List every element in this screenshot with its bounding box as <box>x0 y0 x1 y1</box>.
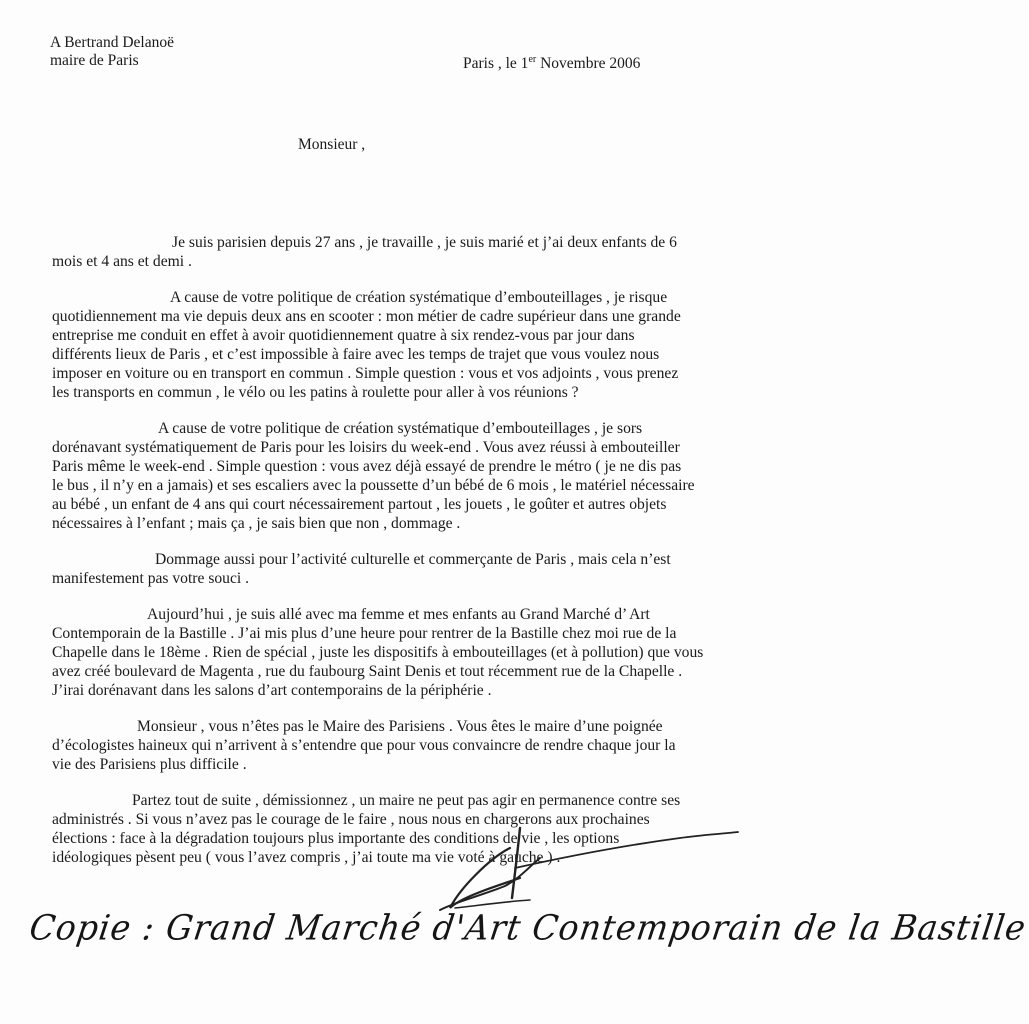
letter-line: Aujourd’hui , je suis allé avec ma femme et mes enfants au Grand Marché d’ Art <box>147 606 650 623</box>
letter-line: différents lieux de Paris , et c’est impossible à faire avec les temps de trajet que vous voulez nous <box>52 346 660 363</box>
letter-line: mois et 4 ans et demi . <box>52 253 192 270</box>
handwritten-copy-text: Copie : Grand Marché d'Art Contemporain de la Bastille <box>27 907 1029 948</box>
recipient-name: A Bertrand Delanoë <box>50 34 174 51</box>
letter-line: d’écologistes haineux qui n’arrivent à s’entendre que pour vous convaincre de rendre chaque jour la <box>52 737 676 754</box>
letter-line: les transports en commun , le vélo ou les patins à roulette pour aller à vos réunions ? <box>52 384 579 401</box>
letter-line: Partez tout de suite , démissionnez , un maire ne peut pas agir en permanence contre ses <box>132 792 681 809</box>
letter-line: dorénavant systématiquement de Paris pour les loisirs du week-end . Vous avez réussi à embouteiller <box>52 439 680 456</box>
letter-line: administrés . Si vous n’avez pas le courage de le faire , nous nous en chargerons aux prochaines <box>52 811 650 828</box>
letter-line: manifestement pas votre souci . <box>52 570 250 587</box>
letter-line: avez créé boulevard de Magenta , rue du faubourg Saint Denis et tout récemment rue de la Chapelle . <box>52 663 683 680</box>
recipient-title: maire de Paris <box>50 52 139 69</box>
letter-line: imposer en voiture ou en transport en commun . Simple question : vous et vos adjoints , vous prenez <box>52 365 679 382</box>
letter-line: Paris même le week-end . Simple question : vous avez déjà essayé de prendre le métro ( je ne dis pas <box>52 458 682 475</box>
letter-line: entreprise me conduit en effet à avoir quotidiennement quatre à six rendez-vous par jour dans <box>52 327 635 344</box>
date-prefix: Paris , le 1 <box>463 55 529 72</box>
letter-line: J’irai dorénavant dans les salons d’art contemporains de la périphérie . <box>52 682 492 699</box>
handwritten-copy-note <box>0 900 1029 970</box>
letter-line: Chapelle dans le 18ème . Rien de spécial , juste les dispositifs à embouteillages (et à pollution) que vous <box>52 644 704 661</box>
letter-line: idéologiques pèsent peu ( vous l’avez compris , j’ai toute ma vie voté à gauche ) . <box>52 849 561 866</box>
letter-line: élections : face à la dégradation toujours plus importante des conditions de vie , les options <box>52 830 620 847</box>
letter-line: A cause de votre politique de création systématique d’embouteillages , je sors <box>158 420 643 437</box>
date-sup: er <box>528 54 537 65</box>
letter-line: au bébé , un enfant de 4 ans qui court nécessairement partout , les jouets , le goûter et autres objets <box>52 496 667 513</box>
letter-line: Contemporain de la Bastille . J’ai mis plus d’une heure pour rentrer de la Bastille chez moi rue de la <box>52 625 677 642</box>
letter-line: Dommage aussi pour l’activité culturelle et commerçante de Paris , mais cela n’est <box>155 551 671 568</box>
letter-date <box>463 50 640 73</box>
letter-line: nécessaires à l’enfant ; mais ça , je sais bien que non , dommage . <box>52 515 461 532</box>
letter-line: Monsieur , vous n’êtes pas le Maire des Parisiens . Vous êtes le maire d’une poignée <box>137 718 663 735</box>
letter-line: le bus , il n’y en a jamais) et ses escaliers avec la poussette d’un bébé de 6 mois , le matériel nécessaire <box>52 477 695 494</box>
letter-line: A cause de votre politique de création systématique d’embouteillages , je risque <box>170 289 668 306</box>
date-suffix: Novembre 2006 <box>536 55 641 72</box>
letter-line: quotidiennement ma vie depuis deux ans en scooter : mon métier de cadre supérieur dans une grande <box>52 308 681 325</box>
letter-line: vie des Parisiens plus difficile . <box>52 756 247 773</box>
letter-line: Je suis parisien depuis 27 ans , je travaille , je suis marié et j’ai deux enfants de 6 <box>172 234 677 251</box>
salutation: Monsieur , <box>298 136 366 153</box>
